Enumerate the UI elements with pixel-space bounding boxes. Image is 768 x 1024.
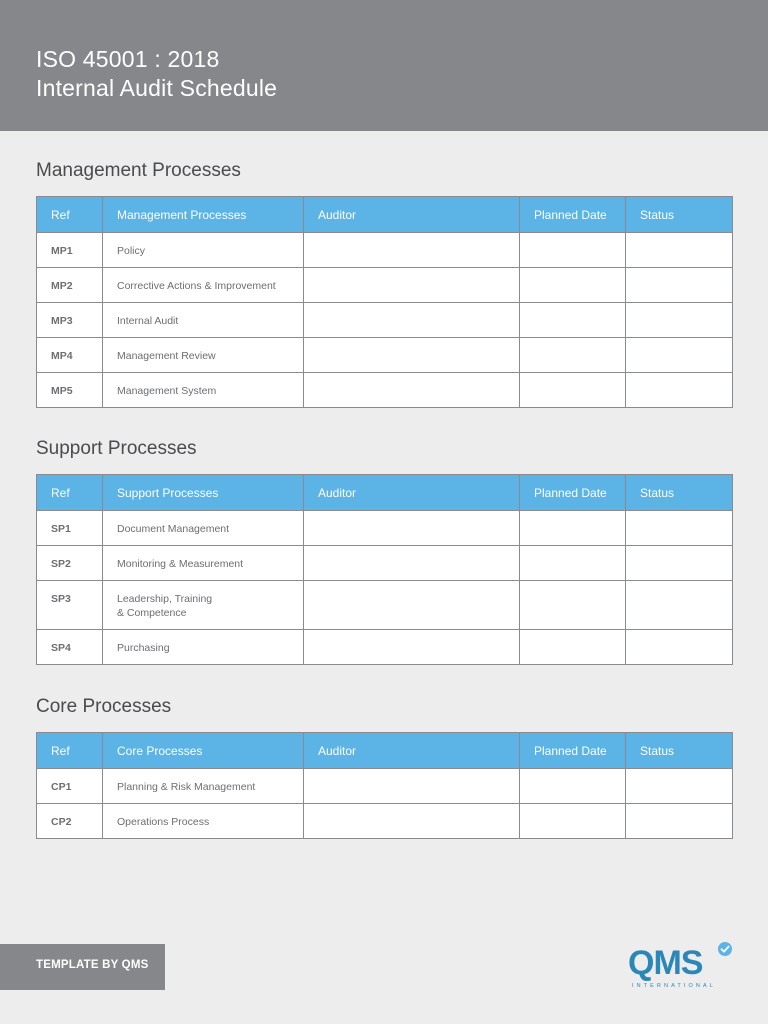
- table-header-row: [37, 475, 733, 511]
- table-header-row: [37, 733, 733, 769]
- planned-date-cell[interactable]: [520, 546, 626, 581]
- col-status-header: Status: [626, 733, 733, 769]
- table-row: [37, 804, 733, 839]
- planned-date-cell[interactable]: [520, 338, 626, 373]
- logo-wordmark: QMS: [628, 944, 703, 982]
- ref-cell: MP3: [37, 303, 103, 338]
- auditor-cell[interactable]: [304, 804, 520, 839]
- support-section-title: Support Processes: [36, 438, 197, 459]
- table-row: [37, 630, 733, 665]
- status-cell[interactable]: [626, 511, 733, 546]
- auditor-cell[interactable]: [304, 511, 520, 546]
- auditor-cell[interactable]: [304, 303, 520, 338]
- ref-cell: MP4: [37, 338, 103, 373]
- col-process-header: Management Processes: [103, 197, 304, 233]
- process-cell: Corrective Actions & Improvement: [103, 268, 304, 303]
- process-cell: Monitoring & Measurement: [103, 546, 304, 581]
- process-cell: Management System: [103, 373, 304, 408]
- ref-cell: MP1: [37, 233, 103, 268]
- col-auditor-header: Auditor: [304, 475, 520, 511]
- planned-date-cell[interactable]: [520, 511, 626, 546]
- table-header-row: [37, 197, 733, 233]
- table-row: [37, 373, 733, 408]
- table-row: [37, 511, 733, 546]
- process-cell: Policy: [103, 233, 304, 268]
- table-row: [37, 769, 733, 804]
- table-row: [37, 581, 733, 630]
- auditor-cell[interactable]: [304, 373, 520, 408]
- status-cell[interactable]: [626, 581, 733, 630]
- planned-date-cell[interactable]: [520, 303, 626, 338]
- table-row: [37, 338, 733, 373]
- core-processes-table: [36, 732, 733, 839]
- support-processes-table: [36, 474, 733, 665]
- status-cell[interactable]: [626, 268, 733, 303]
- auditor-cell[interactable]: [304, 233, 520, 268]
- ref-cell: CP2: [37, 804, 103, 839]
- status-cell[interactable]: [626, 546, 733, 581]
- ref-cell: CP1: [37, 769, 103, 804]
- table-row: [37, 303, 733, 338]
- document-subtitle: Internal Audit Schedule: [36, 75, 278, 101]
- status-cell[interactable]: [626, 630, 733, 665]
- planned-date-cell[interactable]: [520, 373, 626, 408]
- logo-subtitle: INTERNATIONAL: [632, 983, 716, 989]
- process-cell: Operations Process: [103, 804, 304, 839]
- col-ref-header: Ref: [37, 197, 103, 233]
- process-line: & Competence: [117, 607, 187, 619]
- process-cell: Purchasing: [103, 630, 304, 665]
- planned-date-cell[interactable]: [520, 581, 626, 630]
- status-cell[interactable]: [626, 769, 733, 804]
- ref-cell: SP2: [37, 546, 103, 581]
- status-cell[interactable]: [626, 303, 733, 338]
- col-status-header: Status: [626, 475, 733, 511]
- status-cell[interactable]: [626, 373, 733, 408]
- page-header: [0, 0, 768, 131]
- col-status-header: Status: [626, 197, 733, 233]
- process-line: Leadership, Training: [117, 593, 213, 605]
- ref-cell: SP3: [37, 581, 103, 630]
- planned-date-cell[interactable]: [520, 268, 626, 303]
- col-process-header: Support Processes: [103, 475, 304, 511]
- template-credit-badge: TEMPLATE BY QMS: [0, 944, 165, 990]
- auditor-cell[interactable]: [304, 338, 520, 373]
- col-planned-date-header: Planned Date: [520, 475, 626, 511]
- col-process-header: Core Processes: [103, 733, 304, 769]
- col-ref-header: Ref: [37, 475, 103, 511]
- col-auditor-header: Auditor: [304, 197, 520, 233]
- process-cell: Management Review: [103, 338, 304, 373]
- management-section-title: Management Processes: [36, 160, 241, 181]
- planned-date-cell[interactable]: [520, 630, 626, 665]
- process-cell: Document Management: [103, 511, 304, 546]
- auditor-cell[interactable]: [304, 581, 520, 630]
- table-row: [37, 546, 733, 581]
- management-processes-table: [36, 196, 733, 408]
- process-cell: Planning & Risk Management: [103, 769, 304, 804]
- ref-cell: MP5: [37, 373, 103, 408]
- ref-cell: MP2: [37, 268, 103, 303]
- qms-logo: [628, 942, 738, 992]
- status-cell[interactable]: [626, 804, 733, 839]
- col-planned-date-header: Planned Date: [520, 733, 626, 769]
- document-title: ISO 45001 : 2018: [36, 46, 220, 72]
- auditor-cell[interactable]: [304, 268, 520, 303]
- ref-cell: SP4: [37, 630, 103, 665]
- col-ref-header: Ref: [37, 733, 103, 769]
- table-row: [37, 233, 733, 268]
- core-section-title: Core Processes: [36, 696, 172, 717]
- ref-cell: SP1: [37, 511, 103, 546]
- planned-date-cell[interactable]: [520, 769, 626, 804]
- status-cell[interactable]: [626, 233, 733, 268]
- process-cell: [103, 581, 304, 630]
- status-cell[interactable]: [626, 338, 733, 373]
- process-cell: Internal Audit: [103, 303, 304, 338]
- planned-date-cell[interactable]: [520, 804, 626, 839]
- auditor-cell[interactable]: [304, 769, 520, 804]
- planned-date-cell[interactable]: [520, 233, 626, 268]
- check-icon: [718, 942, 732, 956]
- col-planned-date-header: Planned Date: [520, 197, 626, 233]
- col-auditor-header: Auditor: [304, 733, 520, 769]
- auditor-cell[interactable]: [304, 546, 520, 581]
- auditor-cell[interactable]: [304, 630, 520, 665]
- table-row: [37, 268, 733, 303]
